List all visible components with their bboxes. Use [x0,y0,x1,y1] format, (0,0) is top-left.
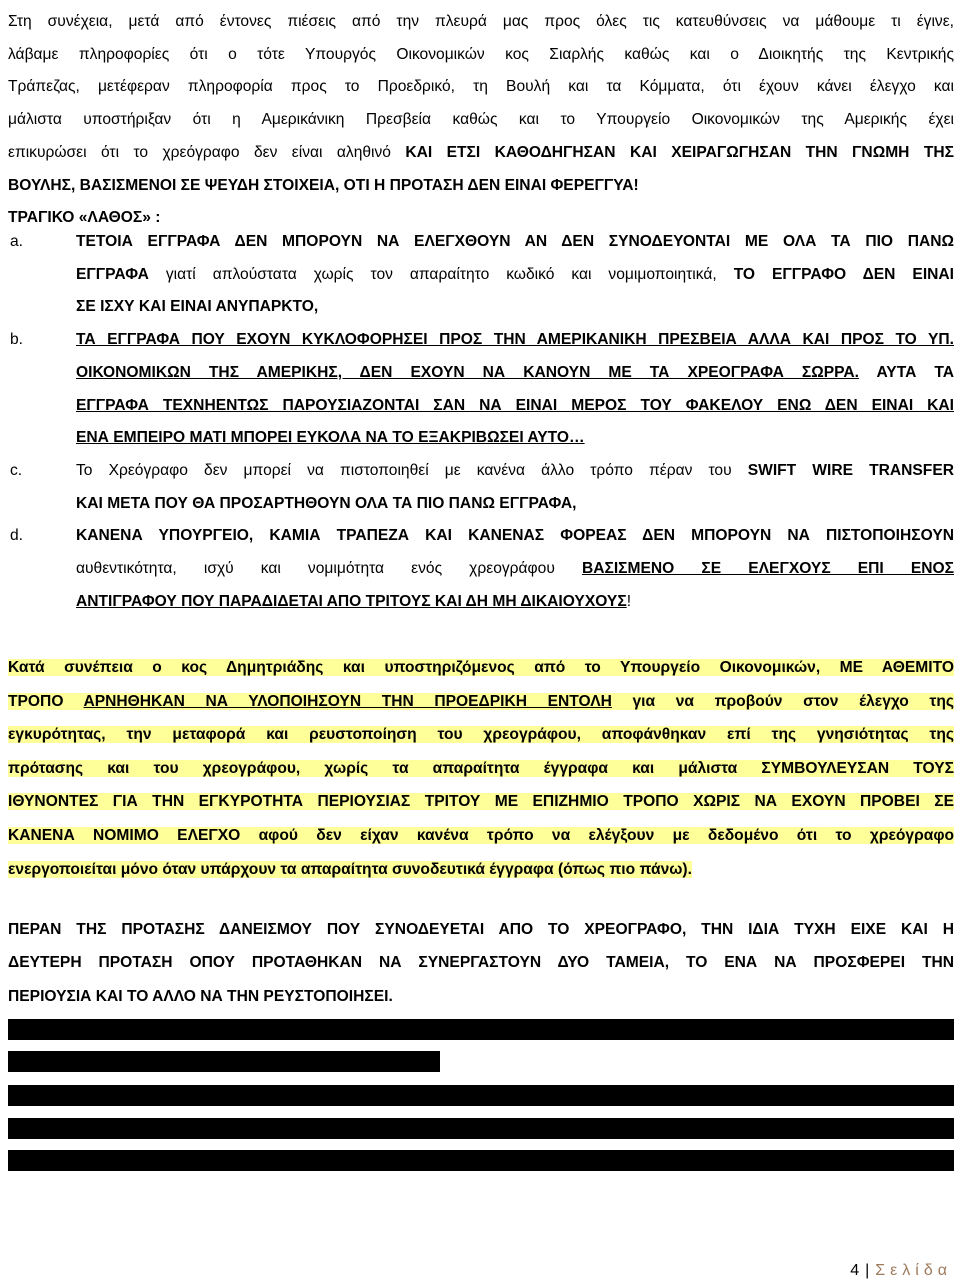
text-line: ΚΑΙ ΜΕΤΑ ΠΟΥ ΘΑ ΠΡΟΣΑΡΤΗΘΟΥΝ ΟΛΑ ΤΑ ΠΙΟ ΠΑΝΩ ΕΓΓΡΑΦΑ, [76,494,577,512]
redaction-bar [8,1085,954,1106]
page-number: 4 [850,1262,860,1279]
text-line: ΙΘΥΝΟΝΤΕΣ ΓΙΑ ΤΗΝ ΕΓΚΥΡΟΤΗΤΑ ΠΕΡΙΟΥΣΙΑΣ ΤΡΙΤΟΥ ΜΕ ΕΠΙΖΗΜΙΟ ΤΡΟΠΟ ΧΩΡΙΣ ΝΑ ΕΧΟΥΝ ΠΡΟΒΕΙ ΣΕ [8,793,954,811]
list-marker: a. [10,233,24,250]
paragraph-second-proposal [8,913,954,1013]
text-line: ΤΕΤΟΙΑ ΕΓΓΡΑΦΑ ΔΕΝ ΜΠΟΡΟΥΝ ΝΑ ΕΛΕΓΧΘΟΥΝ ΑΝ ΔΕΝ ΣΥΝΟΔΕΥΟΝΤΑΙ ΜΕ ΟΛΑ ΤΑ ΠΙΟ ΠΑΝΩ [76,233,954,250]
text-line: ΣΕ ΙΣΧΥ ΚΑΙ ΕΙΝΑΙ ΑΝΥΠΑΡΚΤΟ, [76,298,319,316]
text-line: αυθεντικότητα, ισχύ και νομιμότητα ενός χρεογράφου ΒΑΣΙΣΜΕΝΟ ΣΕ ΕΛΕΓΧΟΥΣ ΕΠΙ ΕΝΟΣ [76,560,954,578]
bold-text: ΚΑΙ ΕΤΣΙ ΚΑΘΟΔΗΓΗΣΑΝ ΚΑΙ ΧΕΙΡΑΓΩΓΗΣΑΝ ΤΗΝ ΓΝΩΜΗ ΤΗΣ [405,143,954,161]
text-line: επικυρώσει ότι το χρεόγραφο δεν είναι αληθινό ΚΑΙ ΕΤΣΙ ΚΑΘΟΔΗΓΗΣΑΝ ΚΑΙ ΧΕΙΡΑΓΩΓΗΣΑΝ ΤΗΝ ΓΝΩΜΗ ΤΗΣ [8,143,954,161]
text-line: Κατά συνέπεια ο κος Δημητριάδης και υποστηριζόμενος από το Υπουργείο Οικονομικών, ΜΕ ΑΘΕΜΙΤΟ [8,659,954,676]
page-label: Σελίδα [875,1262,952,1279]
text-line: εγκυρότητας, την μεταφορά και ρευστοποίηση του χρεογράφου, αποφάνθηκαν επί της γνησιότητας της [8,726,954,744]
text-line [8,170,954,203]
list-item-b [8,324,954,455]
text-line: ΕΝΑ ΕΜΠΕΙΡΟ ΜΑΤΙ ΜΠΟΡΕΙ ΕΥΚΟΛΑ ΝΑ ΤΟ ΕΞΑΚΡΙΒΩΣΕΙ ΑΥΤΟ… [76,429,585,447]
bold-text: ΒΟΥΛΗΣ, ΒΑΣΙΣΜΕΝΟΙ ΣΕ ΨΕΥΔΗ ΣΤΟΙΧΕΙΑ, ΟΤΙ Η ΠΡΟΤΑΣΗ ΔΕΝ ΕΙΝΑΙ ΦΕΡΕΓΓΥΑ! [8,176,639,194]
text-line: ΟΙΚΟΝΟΜΙΚΩΝ ΤΗΣ ΑΜΕΡΙΚΗΣ, ΔΕΝ ΕΧΟΥΝ ΝΑ ΚΑΝΟΥΝ ΜΕ ΤΑ ΧΡΕΟΓΡΑΦΑ ΣΩΡΡΑ. ΑΥΤΑ ΤΑ [76,363,955,381]
text-line: ΕΓΓΡΑΦΑ γιατί απλούστατα χωρίς τον απαραίτητο κωδικό και νομιμοποιητικά, ΤΟ ΕΓΓΡΑΦΟ ΔΕΝ ΕΙΝΑΙ [76,265,955,283]
text-line: μάλιστα υποστήριξαν ότι η Αμερικάνικη Πρεσβεία καθώς και το Υπουργείο Οικονομικών της Αμερικής έχει [8,111,954,129]
text-line: Στη συνέχεια, μετά από έντονες πιέσεις από την πλευρά μας προς όλες τις κατευθύνσεις να μάθουμε τι έγινε, [8,13,954,30]
redaction-bar [8,1118,954,1139]
list-item-a [8,226,954,324]
text-line: λάβαμε πληροφορίες ότι ο τότε Υπουργός Οικονομικών κος Σιαρλής καθώς και ο Διοικητής της Κεντρικής [8,45,954,63]
text-line: ΠΕΡΙΟΥΣΙΑ ΚΑΙ ΤΟ ΑΛΛΟ ΝΑ ΤΗΝ ΡΕΥΣΤΟΠΟΙΗΣΕΙ. [8,987,393,1005]
error-list [8,226,954,618]
text-line: ΤΑ ΕΓΓΡΑΦΑ ΠΟΥ ΕΧΟΥΝ ΚΥΚΛΟΦΟΡΗΣΕΙ ΠΡΟΣ ΤΗΝ ΑΜΕΡΙΚΑΝΙΚΗ ΠΡΕΣΒΕΙΑ ΑΛΛΑ ΚΑΙ ΠΡΟΣ ΤΟ ΥΠ. [76,331,954,349]
page-footer [850,1262,952,1280]
text-line: ΕΓΓΡΑΦΑ ΤΕΧΝΗΕΝΤΩΣ ΠΑΡΟΥΣΙΑΖΟΝΤΑΙ ΣΑΝ ΝΑ ΕΙΝΑΙ ΜΕΡΟΣ ΤΟΥ ΦΑΚΕΛΟΥ ΕΝΩ ΔΕΝ ΕΙΝΑΙ ΚΑΙ [76,396,954,414]
list-item-d [8,520,954,618]
list-marker: c. [10,461,23,479]
text-line: ΠΕΡΑΝ ΤΗΣ ΠΡΟΤΑΣΗΣ ΔΑΝΕΙΣΜΟΥ ΠΟΥ ΣΥΝΟΔΕΥΕΤΑΙ ΑΠΟ ΤΟ ΧΡΕΟΓΡΑΦΟ, ΤΗΝ ΙΔΙΑ ΤΥΧΗ ΕΙΧΕ ΚΑΙ Η [8,921,954,938]
text-line: πρότασης και του χρεογράφου, χωρίς τα απαραίτητα έγγραφα και μάλιστα ΣΥΜΒΟΥΛΕΥΣΑΝ ΤΟΥΣ [8,759,954,777]
list-item-c [8,455,954,520]
list-marker: d. [10,527,24,545]
list-marker: b. [10,331,24,349]
text-line: ΔΕΥΤΕΡΗ ΠΡΟΤΑΣΗ ΟΠΟΥ ΠΡΟΤΑΘΗΚΑΝ ΝΑ ΣΥΝΕΡΓΑΣΤΟΥΝ ΔΥΟ ΤΑΜΕΙΑ, ΤΟ ΕΝΑ ΝΑ ΠΡΟΣΦΕΡΕΙ ΤΗΝ [8,954,954,972]
text-line: ΚΑΝΕΝΑ ΝΟΜΙΜΟ ΕΛΕΓΧΟ αφού δεν είχαν κανένα τρόπο να ελέγξουν με δεδομένο ότι το χρεόγραφο [8,826,954,844]
redaction-bar [8,1150,954,1171]
text-line: ΑΝΤΙΓΡΑΦΟΥ ΠΟΥ ΠΑΡΑΔΙΔΕΤΑΙ ΑΠΟ ΤΡΙΤΟΥΣ ΚΑΙ ΔΗ ΜΗ ΔΙΚΑΙΟΥΧΟΥΣ! [76,592,632,610]
text-line: ΚΑΝΕΝΑ ΥΠΟΥΡΓΕΙΟ, ΚΑΜΙΑ ΤΡΑΠΕΖΑ ΚΑΙ ΚΑΝΕΝΑΣ ΦΟΡΕΑΣ ΔΕΝ ΜΠΟΡΟΥΝ ΝΑ ΠΙΣΤΟΠΟΙΗΣΟΥΝ [76,527,954,545]
redaction-bar [8,1019,954,1040]
redaction-bar [8,1051,440,1072]
text-line: Το Χρεόγραφο δεν μπορεί να πιστοποιηθεί με κανένα άλλο τρόπο πέραν του SWIFT WIRE TRANSFER [76,461,954,479]
text-line: Τράπεζας, μετέφεραν πληροφορία προς το Προεδρικό, τη Βουλή και τα Κόμματα, ότι έχουν κάνει έλεγχο και [8,78,954,96]
highlighted-paragraph [8,651,954,886]
text-line: ενεργοποιείται μόνο όταν υπάρχουν τα απαραίτητα συνοδευτικά έγγραφα (όπως πιο πάνω). [8,860,692,878]
footer-separator: | [865,1262,870,1279]
text-line: ΤΡΟΠΟ ΑΡΝΗΘΗΚΑΝ ΝΑ ΥΛΟΠΟΙΗΣΟΥΝ ΤΗΝ ΠΡΟΕΔΡΙΚΗ ΕΝΤΟΛΗ για να προβούν στον έλεγχο της [8,692,955,710]
section-heading: ΤΡΑΓΙΚΟ «ΛΑΘΟΣ» : [8,209,161,227]
paragraph-intro [8,6,954,235]
